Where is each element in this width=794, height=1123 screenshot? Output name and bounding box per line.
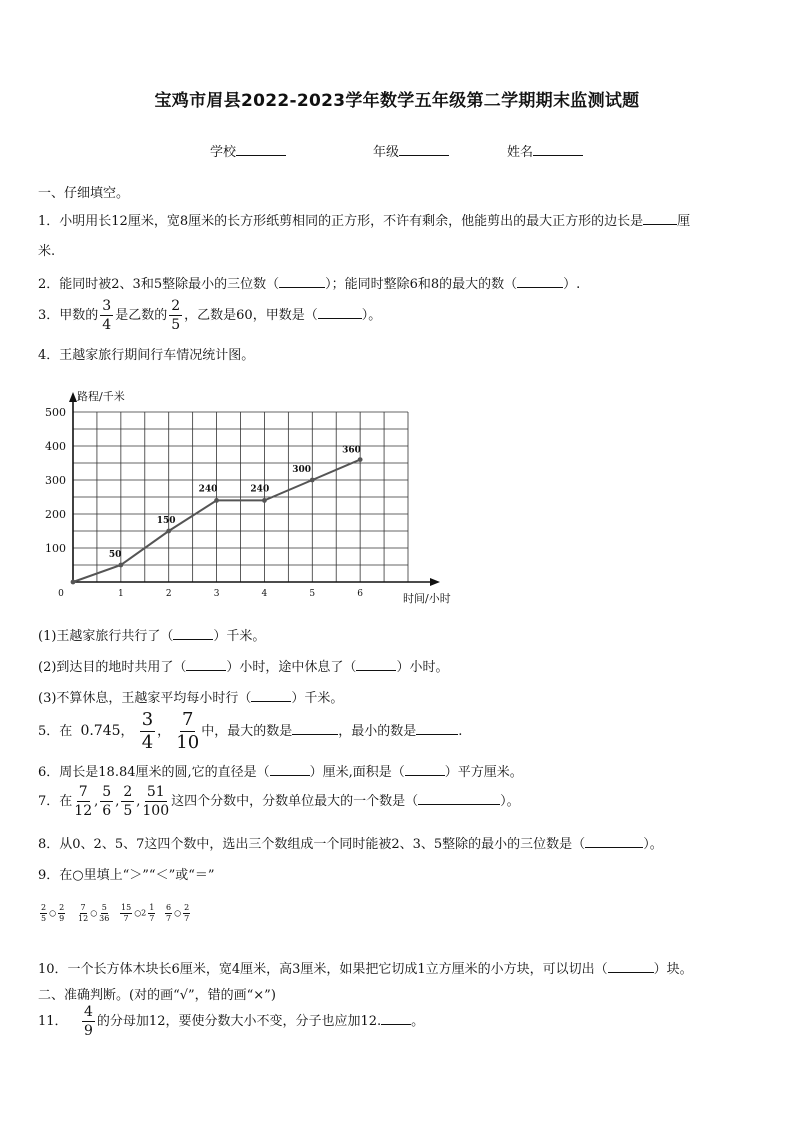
q6-post: ）平方厘米。 <box>444 765 523 780</box>
q3-fraction-1: $\frac{3}{4}$ <box>102 298 112 333</box>
q7-fraction-4: $\frac{51}{100}$ <box>142 784 170 819</box>
q4-sub2-blank-1[interactable] <box>186 658 226 671</box>
q8-text: 从0、2、5、7这四个数中，选出三个数组成一个同时能被2、3、5整除的最小的三位数是（ <box>59 837 586 852</box>
q6-number: 6． <box>38 765 60 780</box>
q3-mid: 是乙数的 <box>115 308 168 323</box>
y-tick-label: 500 <box>45 406 66 419</box>
q3-post: ，乙数是60，甲数是（ <box>184 308 318 323</box>
q4-sub-1 <box>38 625 265 644</box>
q5-sep-1: ， <box>120 724 134 739</box>
x-tick-label: 1 <box>117 589 124 599</box>
y-tick-label: 200 <box>45 508 66 521</box>
q4-sub3-post: ）千米。 <box>291 691 344 706</box>
data-label: 50 <box>108 550 122 560</box>
q6-blank-2[interactable] <box>405 763 445 776</box>
q9-comparison-1: $\frac{2}{5}$ ○ $\frac{2}{9}$ <box>41 903 65 923</box>
q9-comparison-2: $\frac{7}{12}$ ○ $\frac{5}{36}$ <box>78 903 110 923</box>
data-point <box>262 498 267 503</box>
q1-unit: 厘 <box>677 214 691 229</box>
section2-title: 二、准确判断。(对的画“√”，错的画“×”) <box>38 988 276 1003</box>
q7-blank[interactable] <box>418 792 500 805</box>
q4-sub-2 <box>38 656 448 675</box>
question-5 <box>38 711 462 752</box>
q7-fraction-3: $\frac{2}{5}$ <box>123 784 133 819</box>
q4-sub1-pre: (1)王越家旅行共行了（ <box>38 629 174 644</box>
x-axis-title: 时间/小时 <box>403 592 451 605</box>
q4-sub1-post: ）千米。 <box>213 629 266 644</box>
data-label: 240 <box>250 484 270 495</box>
q7-post: 这四个分数中，分数单位最大的一个数是（ <box>171 794 419 809</box>
data-label: 150 <box>156 516 176 526</box>
q6-blank-1[interactable] <box>270 763 310 776</box>
q5-pre: 在 <box>59 724 73 739</box>
q3-number: 3． <box>38 308 60 323</box>
data-point <box>166 529 171 534</box>
q11-blank[interactable] <box>381 1012 411 1025</box>
y-tick-label: 300 <box>45 474 66 487</box>
q11-fraction: $\frac{4}{9}$ <box>84 1004 93 1039</box>
data-point <box>310 478 315 483</box>
question-3 <box>38 299 381 332</box>
q2-number: 2． <box>38 277 60 292</box>
q3-pre: 甲数的 <box>59 308 99 323</box>
y-tick-label: 100 <box>45 542 66 555</box>
grade-label: 年级 <box>373 145 400 160</box>
grade-field <box>373 141 449 160</box>
data-point <box>71 580 76 585</box>
school-blank[interactable] <box>236 143 286 156</box>
q7-comma-3: , <box>136 794 141 809</box>
school-label: 学校 <box>210 145 237 160</box>
q5-number: 5． <box>38 724 60 739</box>
q5-fraction-2: $\frac{7}{10}$ <box>176 709 200 753</box>
q7-number: 7． <box>38 794 60 809</box>
q4-sub1-blank[interactable] <box>173 627 213 640</box>
q7-end: ）。 <box>500 794 520 809</box>
q7-comma-2: , <box>115 794 120 809</box>
question-9 <box>38 864 215 883</box>
x-axis-arrow <box>430 578 440 586</box>
question-11 <box>38 1005 424 1038</box>
q7-pre: 在 <box>59 794 73 809</box>
q1-number: 1． <box>38 214 60 229</box>
q4-sub2-pre: (2)到达目的地时共用了（ <box>38 660 187 675</box>
q5-blank-2[interactable] <box>416 722 458 735</box>
y-axis-arrow <box>69 392 77 402</box>
q7-fraction-2: $\frac{5}{6}$ <box>102 784 112 819</box>
y-axis-title: 路程/千米 <box>77 390 125 403</box>
x-tick-label: 0 <box>58 589 64 599</box>
q11-end: 。 <box>411 1014 425 1029</box>
x-tick-label: 5 <box>309 589 316 599</box>
x-tick-label: 2 <box>165 589 172 599</box>
q9-text: 在○里填上“＞”“＜”或“＝” <box>59 868 215 883</box>
q7-comma-1: , <box>94 794 99 809</box>
q8-number: 8． <box>38 837 60 852</box>
q3-end: ）。 <box>361 308 382 323</box>
q5-fraction-1: $\frac{3}{4}$ <box>141 709 154 753</box>
x-tick-label: 4 <box>261 589 268 599</box>
q2-text-b: ）；能同时整除6和8的最大的数（ <box>325 277 518 292</box>
q1-continuation: 米. <box>38 244 56 259</box>
section1-title: 一、仔细填空。 <box>38 186 130 201</box>
data-point <box>214 498 219 503</box>
q2-text-c: ）. <box>563 277 581 292</box>
q9-comparison-3: $\frac{15}{7}$ ○2 $\frac{1}{7}$ <box>121 903 155 923</box>
q11-number: 11． <box>38 1014 68 1029</box>
q9-circle-1[interactable]: ○ <box>49 908 57 918</box>
q9-whole-number: 2 <box>141 908 147 918</box>
q9-comparison-4: $\frac{6}{7}$ ○ $\frac{2}{7}$ <box>166 903 190 923</box>
q5-post: 中，最大的数是 <box>201 724 293 739</box>
q2-blank-1[interactable] <box>279 275 325 288</box>
q10-blank[interactable] <box>608 960 654 973</box>
q5-blank-1[interactable] <box>292 722 338 735</box>
q4-sub3-pre: (3)不算休息，王越家平均每小时行（ <box>38 691 252 706</box>
q5-end: . <box>458 724 463 739</box>
question-1 <box>38 210 690 229</box>
q4-number: 4． <box>38 348 60 363</box>
name-field <box>507 141 583 160</box>
q9-circle-2[interactable]: ○ <box>90 908 98 918</box>
q8-blank[interactable] <box>585 835 643 848</box>
q2-blank-2[interactable] <box>517 275 563 288</box>
q7-fraction-1: $\frac{7}{12}$ <box>74 784 93 819</box>
q4-sub2-blank-2[interactable] <box>356 658 396 671</box>
q11-text: 的分母加12，要使分数大小不变，分子也应加12. <box>96 1014 382 1029</box>
x-tick-label: 3 <box>213 589 220 599</box>
paper-title: 宝鸡市眉县2022-2023学年数学五年级第二学期期末监测试题 <box>154 91 640 111</box>
q5-mid: ，最小的数是 <box>338 724 417 739</box>
chart-grid <box>73 412 408 582</box>
q9-circle-3[interactable]: ○ <box>134 908 142 918</box>
question-7 <box>38 785 520 818</box>
q4-sub2-post: ）小时。 <box>396 660 449 675</box>
q4-sub2-mid: ）小时，途中休息了（ <box>226 660 357 675</box>
q1-text: 小明用长12厘米，宽8厘米的长方形纸剪相同的正方形，不许有剩余，他能剪出的最大正方形的边长是 <box>59 214 644 229</box>
q10-end: ）块。 <box>653 962 693 977</box>
q3-blank[interactable] <box>318 306 362 319</box>
q9-circle-4[interactable]: ○ <box>174 908 182 918</box>
q2-text-a: 能同时被2、3和5整除最小的三位数（ <box>59 277 280 292</box>
data-label: 300 <box>292 465 312 475</box>
data-point <box>358 457 363 462</box>
question-6 <box>38 761 523 780</box>
q4-sub-3 <box>38 687 343 706</box>
q10-text: 一个长方体木块长6厘米，宽4厘米，高3厘米，如果把它切成1立方厘米的小方块，可以切出（ <box>67 962 608 977</box>
school-field <box>210 141 286 160</box>
question-10 <box>38 958 693 977</box>
q4-text: 王越家旅行期间行车情况统计图。 <box>59 348 255 363</box>
travel-line-chart <box>30 378 480 608</box>
q5-decimal: 0.745 <box>80 723 121 739</box>
q5-sep-2: ， <box>157 724 171 739</box>
q4-sub3-blank[interactable] <box>251 689 291 702</box>
grade-blank[interactable] <box>399 143 449 156</box>
data-label: 360 <box>342 445 361 456</box>
q1-blank[interactable] <box>643 212 677 225</box>
name-label: 姓名 <box>507 145 534 160</box>
q6-pre: 周长是18.84厘米的圆,它的直径是（ <box>59 765 270 780</box>
q6-mid: ）厘米,面积是（ <box>309 765 405 780</box>
question-4 <box>38 344 254 363</box>
question-8 <box>38 833 663 852</box>
y-tick-label: 400 <box>45 440 66 453</box>
data-point <box>118 563 123 568</box>
question-2 <box>38 273 580 292</box>
x-tick-label: 6 <box>357 589 364 599</box>
data-label: 240 <box>198 484 218 495</box>
q9-number: 9． <box>38 868 60 883</box>
q8-end: ）。 <box>643 837 663 852</box>
q3-fraction-2: $\frac{2}{5}$ <box>171 298 181 333</box>
name-blank[interactable] <box>533 143 583 156</box>
q10-number: 10． <box>38 962 68 977</box>
